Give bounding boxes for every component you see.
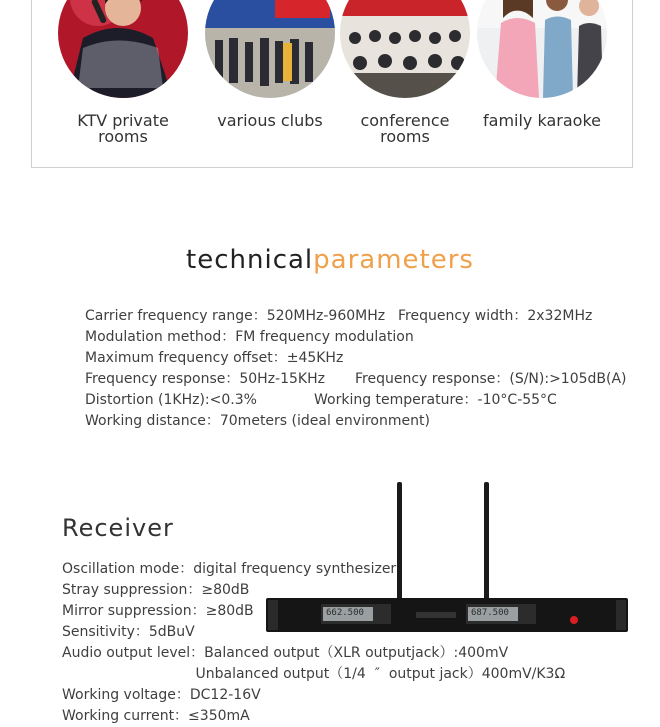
scenario-label: various clubs — [217, 111, 323, 130]
spec-item: Working distance：70meters (ideal environment) — [85, 413, 430, 429]
technical-specs-list — [85, 306, 627, 432]
scenario-ktv — [57, 0, 189, 145]
scenario-label: family karaoke — [483, 111, 601, 130]
section-title — [0, 245, 660, 275]
scenario-conference — [339, 0, 471, 145]
spec-row — [85, 306, 593, 327]
spec-item: Modulation method：FM frequency modulation — [85, 329, 414, 345]
spec-item: Carrier frequency range：520MHz-960MHz — [85, 308, 386, 324]
spec-item: Frequency response：(S/N):>105dB(A) — [355, 371, 627, 387]
left-channel-display: 662.500 — [326, 608, 364, 618]
spec-row — [85, 390, 557, 411]
spec-item: Frequency width：2x32MHz — [398, 308, 593, 324]
club-crowd-photo — [205, 0, 335, 98]
scenario-label — [339, 113, 471, 145]
right-channel-display: 687.500 — [471, 608, 509, 618]
application-scenarios-box — [31, 0, 633, 168]
receiver-spec-item: Stray suppression：≥80dB — [62, 582, 250, 598]
scenario-label: KTV private rooms — [77, 111, 169, 146]
receiver-spec-item: Mirror suppression：≥80dB — [62, 603, 254, 619]
receiver-spec-item: Working voltage：DC12-16V — [62, 687, 261, 703]
receiver-specs-list — [62, 559, 565, 727]
receiver-spec-item: Unbalanced output（1/4 ″ output jack）400mV/K3Ω — [62, 666, 566, 682]
receiver-spec-item: Working current：≤350mA — [62, 708, 250, 724]
family-karaoke-photo — [477, 0, 607, 98]
conference-room-photo — [340, 0, 470, 98]
spec-item: Frequency response：50Hz-15KHz — [85, 371, 325, 387]
scenario-family — [476, 0, 608, 129]
receiver-spec-item: Sensitivity：5dBuV — [62, 624, 195, 640]
scenario-label-text: conference rooms — [360, 111, 450, 146]
spec-item: Maximum frequency offset：±45KHz — [85, 350, 344, 366]
receiver-title: Receiver — [62, 514, 174, 542]
spec-row — [85, 327, 430, 348]
scenario-clubs — [204, 0, 336, 129]
ktv-singer-photo — [58, 0, 188, 98]
spec-row — [85, 411, 430, 432]
spec-row — [85, 369, 627, 390]
title-word-technical: technical — [186, 245, 314, 275]
receiver-spec-item: Audio output level：Balanced output（XLR outputjack）:400mV — [62, 645, 509, 661]
title-word-parameters: parameters — [313, 245, 474, 275]
spec-row — [85, 348, 430, 369]
spec-item: Distortion (1KHz):<0.3% — [85, 392, 257, 408]
spec-item: Working temperature：-10°C-55°C — [314, 392, 557, 408]
receiver-spec-item: Oscillation mode：digital frequency synthesizer — [62, 561, 397, 577]
